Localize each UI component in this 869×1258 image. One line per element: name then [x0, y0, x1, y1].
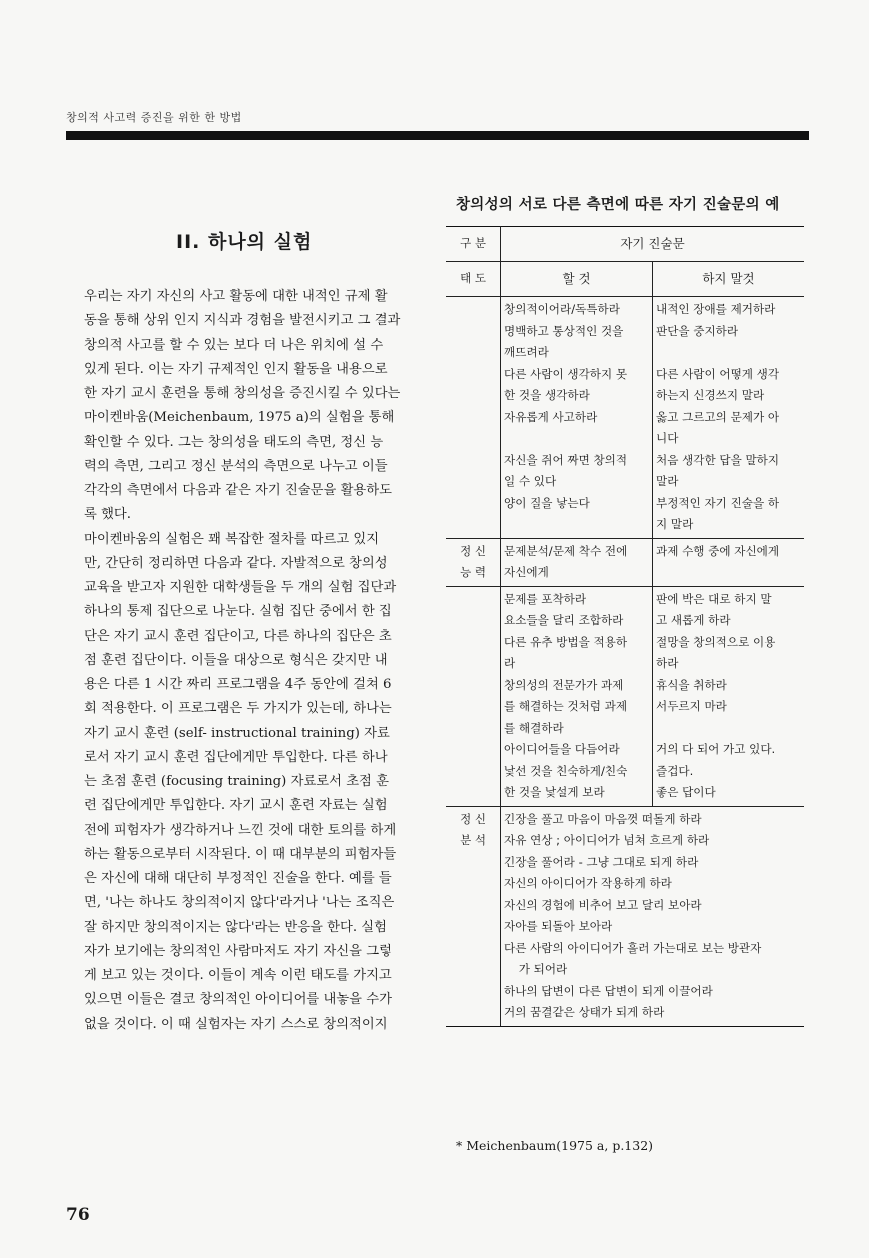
table-line: 니다 [656, 431, 679, 445]
body-line: 자가 보기에는 창의적인 사람마저도 자기 자신을 그렇 [84, 943, 392, 959]
body-line: 확인할 수 있다. 그는 창의성을 태도의 측면, 정신 능 [84, 434, 384, 450]
footnote: * Meichenbaum(1975 a, p.132) [456, 1138, 654, 1153]
table-line: 자유 연상 ; 아이디어가 넘쳐 흐르게 하라 [504, 833, 710, 847]
body-line: 게 보고 있는 것이다. 이들이 계속 이런 태도를 가지고 [84, 968, 392, 983]
mental-ability-header-row [446, 538, 804, 586]
attitude-label: 태 도 [446, 262, 501, 297]
body-line: 있게 된다. 이는 자기 규제적인 인지 활동을 내용으로 [84, 361, 388, 377]
body-line: 하나의 통제 집단으로 나눈다. 실험 집단 중에서 한 집 [84, 604, 392, 620]
header-category: 구 분 [446, 227, 501, 262]
table-line: 과제 수행 중에 자신에게 [656, 543, 780, 558]
table-line: 문제분석/문제 착수 전에 [504, 543, 628, 558]
table-line: 다른 사람이 생각하지 못 [504, 366, 628, 381]
table-line: 자신을 쥐어 짜면 창의적 [504, 452, 628, 467]
body-line: 마이켄바움의 실험은 꽤 복잡한 절차를 따르고 있지 [84, 531, 380, 547]
table-line: 휴식을 취하라 [656, 677, 727, 692]
body-line: 점 훈련 집단이다. 이들을 대상으로 형식은 갖지만 내 [84, 652, 388, 668]
table-line: 긴장을 풀고 마음이 마음껏 떠돌게 하라 [504, 811, 702, 826]
paragraph-1 [66, 285, 418, 528]
table-line: 거의 다 되어 가고 있다. [656, 742, 776, 756]
mental-right-cell [653, 586, 805, 806]
analysis-cell [501, 806, 805, 1026]
table-line [656, 718, 801, 740]
table-line: 를 해결하라 [504, 720, 564, 735]
mental-ability-label [446, 538, 501, 586]
body-line: 우리는 자기 자신의 사고 활동에 대한 내적인 규제 활 [84, 289, 388, 304]
table-line: 자신의 경험에 비추어 보고 달리 보아라 [504, 897, 702, 912]
table-line: 자유롭게 사고하라 [504, 409, 598, 424]
table-line: 깨뜨려라 [504, 345, 549, 359]
table-line: 한 것을 낯설게 보라 [504, 785, 605, 799]
table-line: 분 석 [460, 833, 486, 847]
table-line: 하나의 답변이 다른 답변이 되게 이끌어라 [504, 983, 713, 998]
analysis-label [446, 806, 501, 1026]
table-line: 라 [504, 656, 516, 670]
table-line: 내적인 장애를 제거하라 [656, 302, 776, 316]
table-line: 거의 꿈결같은 상태가 되게 하라 [504, 1005, 665, 1019]
table-line: 요소들을 달리 조합하라 [504, 613, 624, 627]
table-line: 하는지 신경쓰지 말라 [656, 388, 765, 402]
body-line: 는 초점 훈련 (focusing training) 자료로서 초점 훈 [84, 774, 389, 789]
table-caption: 창의성의 서로 다른 측면에 따른 자기 진술문의 예 [456, 197, 780, 213]
table-line: 좋은 답이다 [656, 785, 716, 799]
table-line: 판단을 중지하라 [656, 323, 739, 338]
during-task-cell [653, 538, 805, 586]
mental-ability-row [446, 586, 804, 806]
body-line: 력의 측면, 그리고 정신 분석의 측면으로 나누고 이들 [84, 458, 388, 474]
body-line: 교육을 받고자 지원한 대학생들을 두 개의 실험 집단과 [84, 580, 397, 595]
body-line: 련 집단에게만 투입한다. 자기 교시 훈련 자료는 실험 [84, 798, 388, 814]
body-line: 은 자신에 대해 대단히 부정적인 진술을 한다. 예를 들 [84, 871, 392, 886]
table-line: 정 신 [460, 543, 486, 558]
table-line: 를 해결하는 것처럼 과제 [504, 699, 628, 713]
body-line: 있으면 이들은 결코 창의적인 아이디어를 내놓을 수가 [84, 992, 392, 1008]
table-line [504, 428, 649, 450]
table-line: 정 신 [460, 811, 486, 826]
body-line: 자기 교시 훈련 (self- instructional training) 자료 [84, 725, 390, 741]
body-line: 창의적 사고를 할 수 있는 보다 더 나은 위치에 설 수 [84, 337, 384, 353]
analysis-row [446, 806, 804, 1026]
table-line [656, 342, 801, 364]
page-number: 76 [66, 1205, 90, 1225]
header-statement: 자기 진술문 [501, 227, 805, 262]
section-title: II. 하나의 실험 [176, 231, 313, 253]
table-line: 다른 사람의 아이디어가 흘러 가는대로 보는 방관자 [504, 940, 762, 955]
mental-left-cell [501, 586, 653, 806]
body-line: 회 적용한다. 이 프로그램은 두 가지가 있는데, 하나는 [84, 701, 392, 717]
body-line: 동을 통해 상위 인지 지식과 경험을 발전시키고 그 결과 [84, 313, 401, 329]
table-line: 고 새롭게 하라 [656, 613, 731, 627]
statement-table [446, 226, 804, 1027]
table-line: 처음 생각한 답을 말하지 [656, 452, 780, 467]
running-head: 창의적 사고력 증진을 위한 한 방법 [66, 111, 242, 124]
table-line: 말라 [656, 474, 679, 488]
body-line: 전에 피험자가 생각하거나 느낀 것에 대한 토의를 하게 [84, 822, 397, 838]
table-line: 창의성의 전문가가 과제 [504, 677, 624, 692]
table-line: 옳고 그르고의 문제가 아 [656, 409, 780, 424]
table-line: 긴장을 풀어라 - 그냥 그대로 되게 하라 [504, 854, 699, 869]
table-line: 능 력 [460, 565, 486, 579]
attitude-row [446, 297, 804, 539]
attitude-do-cell [501, 297, 653, 539]
table-line: 아이디어들을 다듬어라 [504, 742, 620, 756]
table-line: 판에 박은 대로 하지 말 [656, 591, 772, 606]
body-line: 없을 것이다. 이 때 실험자는 자기 스스로 창의적이지 [84, 1016, 388, 1032]
body-line: 각각의 측면에서 다음과 같은 자기 진술문을 활용하도 [84, 483, 392, 498]
table-line: 창의적이어라/독특하라 [504, 302, 620, 316]
table-line: 양이 질을 낳는다 [504, 495, 590, 510]
table-line: 자아를 되돌아 보아라 [504, 919, 613, 933]
body-line: 하는 활동으로부터 시작된다. 이 때 대부분의 피험자들 [84, 846, 397, 862]
table-line: 문제를 포착하라 [504, 591, 587, 606]
table-line: 다른 유추 방법을 적용하 [504, 634, 628, 649]
body-line: 마이켄바움(Meichenbaum, 1975 a)의 실험을 통해 [84, 410, 395, 426]
body-line: 단은 자기 교시 훈련 집단이고, 다른 하나의 집단은 초 [84, 628, 392, 644]
table-line: 절망을 창의적으로 이용 [656, 634, 776, 649]
table-line: 자신에게 [504, 565, 549, 579]
body-line: 잘 하지만 창의적이지는 않다'라는 반응을 한다. 실험 [84, 919, 387, 935]
table-line: 자신의 아이디어가 작용하게 하라 [504, 876, 672, 890]
body-line: 한 자기 교시 훈련을 통해 창의성을 증진시킬 수 있다는 [84, 386, 401, 401]
body-line: 용은 다른 1 시간 짜리 프로그램을 4주 동안에 걸쳐 6 [84, 677, 392, 692]
body-line: 로서 자기 교시 훈련 집단에게만 투입한다. 다른 하나 [84, 749, 388, 765]
table-line: 지 말라 [656, 517, 694, 531]
table-line: 낯선 것을 친숙하게/친숙 [504, 763, 628, 778]
body-text [66, 285, 418, 1037]
body-line: 만, 간단히 정리하면 다음과 같다. 자발적으로 창의성 [84, 555, 388, 571]
before-task-cell [501, 538, 653, 586]
header-rule [66, 131, 809, 140]
table-line: 부정적인 자기 진술을 하 [656, 495, 780, 510]
table-line: 하라 [656, 656, 679, 670]
table-line: 가 되어라 [504, 962, 568, 976]
table-line: 다른 사람이 어떻게 생각 [656, 366, 780, 381]
paragraph-2 [66, 528, 418, 1037]
table-line: 한 것을 생각하라 [504, 388, 590, 402]
table-line: 서두르지 마라 [656, 699, 727, 713]
body-line: 면, '나는 하나도 창의적이지 않다'라거나 '나는 조직은 [84, 895, 395, 911]
do-label: 할 것 [501, 262, 653, 297]
body-line: 록 했다. [84, 507, 131, 523]
dont-label: 하지 말것 [653, 262, 805, 297]
table-line: 일 수 있다 [504, 474, 557, 488]
attitude-dont-cell [653, 297, 805, 539]
table-line: 명백하고 통상적인 것을 [504, 323, 624, 338]
table-line: 즐겁다. [656, 763, 694, 778]
